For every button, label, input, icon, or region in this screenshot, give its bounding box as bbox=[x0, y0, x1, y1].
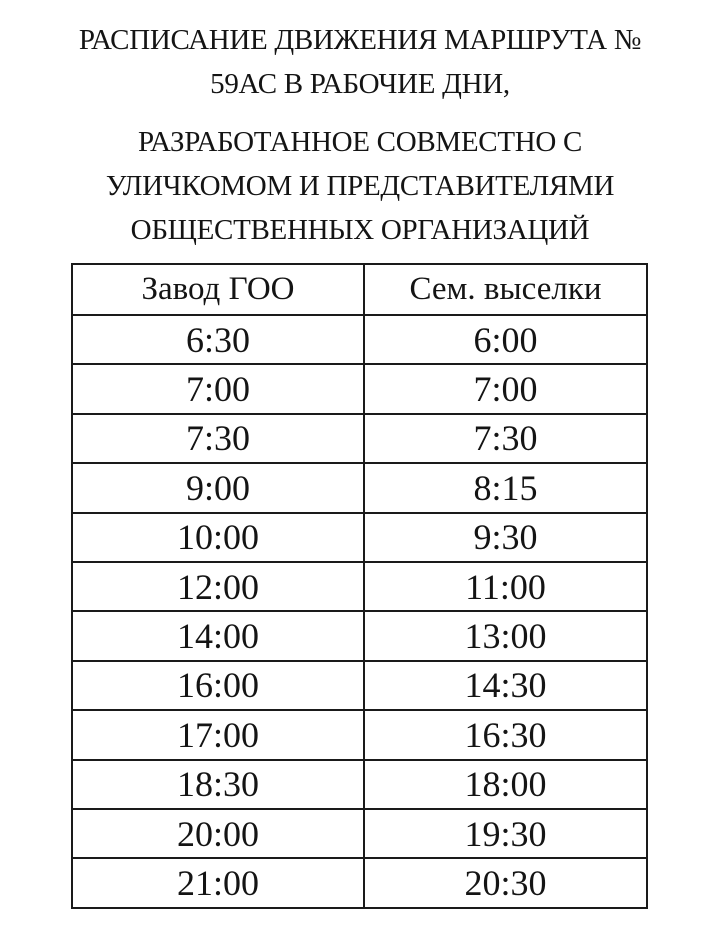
time-cell-sem-viselki: 7:00 bbox=[364, 364, 647, 413]
time-cell-zavod-goo: 12:00 bbox=[72, 562, 364, 611]
table-row bbox=[72, 513, 647, 562]
table-row bbox=[72, 661, 647, 710]
time-cell-sem-viselki: 16:30 bbox=[364, 710, 647, 759]
table-row bbox=[72, 315, 647, 364]
time-cell-sem-viselki: 13:00 bbox=[364, 611, 647, 660]
time-cell-zavod-goo: 10:00 bbox=[72, 513, 364, 562]
title-line-1: РАСПИСАНИЕ ДВИЖЕНИЯ МАРШРУТА № bbox=[78, 24, 642, 56]
table-row bbox=[72, 710, 647, 759]
table-row bbox=[72, 364, 647, 413]
time-cell-zavod-goo: 14:00 bbox=[72, 611, 364, 660]
time-cell-sem-viselki: 6:00 bbox=[364, 315, 647, 364]
time-cell-zavod-goo: 7:00 bbox=[72, 364, 364, 413]
time-cell-zavod-goo: 9:00 bbox=[72, 463, 364, 512]
time-cell-sem-viselki: 11:00 bbox=[364, 562, 647, 611]
time-cell-sem-viselki: 8:15 bbox=[364, 463, 647, 512]
time-cell-zavod-goo: 21:00 bbox=[72, 858, 364, 907]
column-header-sem-viselki: Сем. выселки bbox=[364, 264, 647, 315]
subtitle-line-2: УЛИЧКОМОМ И ПРЕДСТАВИТЕЛЯМИ bbox=[105, 170, 615, 202]
time-cell-zavod-goo: 6:30 bbox=[72, 315, 364, 364]
time-cell-zavod-goo: 16:00 bbox=[72, 661, 364, 710]
subtitle-line-3: ОБЩЕСТВЕННЫХ ОРГАНИЗАЦИЙ bbox=[130, 214, 590, 246]
page-subtitle bbox=[0, 120, 720, 252]
time-cell-zavod-goo: 7:30 bbox=[72, 414, 364, 463]
table-header-row bbox=[72, 264, 647, 315]
time-cell-sem-viselki: 14:30 bbox=[364, 661, 647, 710]
time-cell-sem-viselki: 20:30 bbox=[364, 858, 647, 907]
page-title bbox=[0, 18, 720, 106]
title-line-2: 59АС В РАБОЧИЕ ДНИ, bbox=[210, 68, 510, 100]
time-cell-zavod-goo: 18:30 bbox=[72, 760, 364, 809]
table-row bbox=[72, 858, 647, 907]
time-cell-zavod-goo: 20:00 bbox=[72, 809, 364, 858]
column-header-zavod-goo: Завод ГОО bbox=[72, 264, 364, 315]
table-row bbox=[72, 760, 647, 809]
schedule-table bbox=[71, 263, 648, 909]
time-cell-sem-viselki: 19:30 bbox=[364, 809, 647, 858]
table-row bbox=[72, 463, 647, 512]
time-cell-sem-viselki: 9:30 bbox=[364, 513, 647, 562]
table-row bbox=[72, 414, 647, 463]
time-cell-sem-viselki: 18:00 bbox=[364, 760, 647, 809]
time-cell-sem-viselki: 7:30 bbox=[364, 414, 647, 463]
subtitle-line-1: РАЗРАБОТАННОЕ СОВМЕСТНО С bbox=[137, 126, 583, 158]
table-row bbox=[72, 562, 647, 611]
table-row bbox=[72, 809, 647, 858]
table-row bbox=[72, 611, 647, 660]
time-cell-zavod-goo: 17:00 bbox=[72, 710, 364, 759]
